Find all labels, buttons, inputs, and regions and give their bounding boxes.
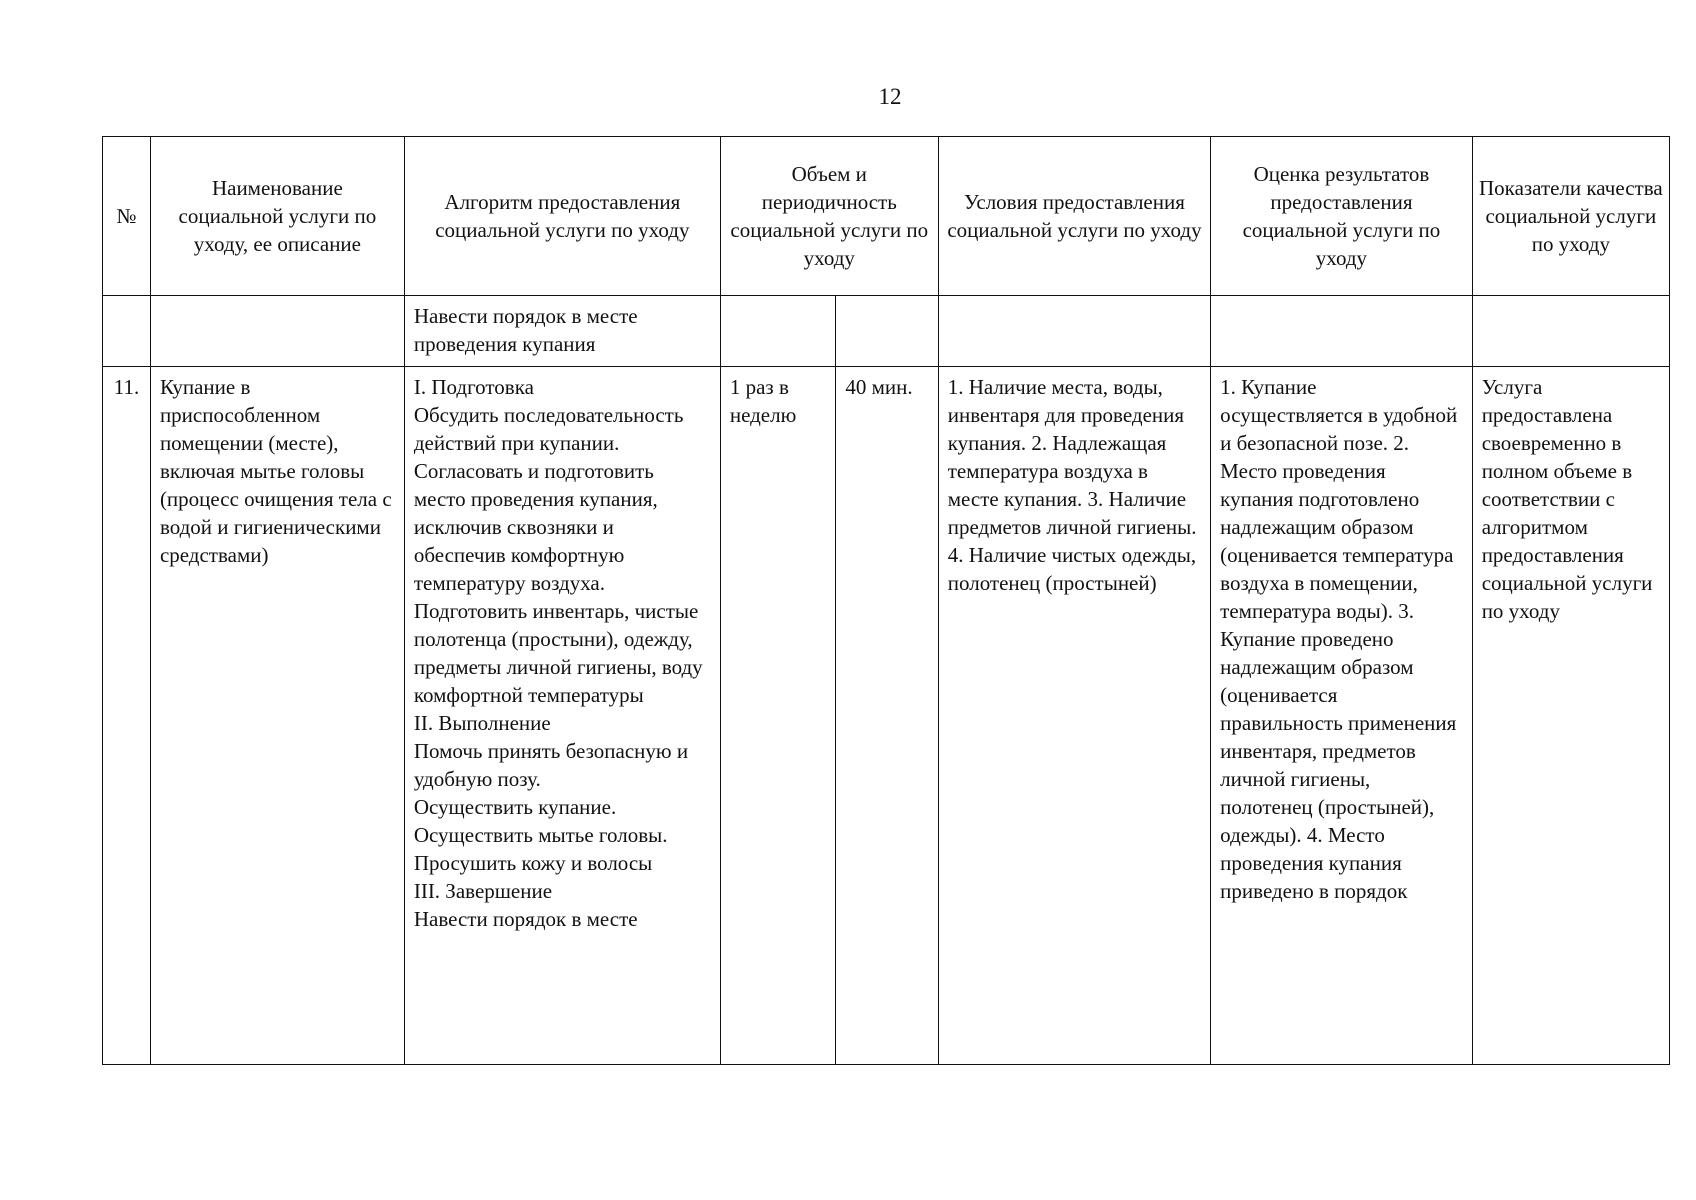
algorithm-step: Осуществить купание.	[413, 795, 617, 819]
cont-periodicity-cell	[720, 296, 836, 367]
table-row-11	[103, 367, 1670, 1065]
header-volume-periodicity: Объем и периодичность социальной услуги по уходу	[720, 137, 938, 296]
page-number: 12	[878, 84, 902, 109]
service-evaluation: 1. Купание осуществляется в удобной и безопасной позе. 2. Место проведения купания подготовлено надлежащим образом (оценивается температура воздуха в помещении, температура воды). 3. Купание проведено надлежащим образом (оценивается правильность применения инвентаря, предметов личной гигиены, полотенец (простыней), одежды). 4. Место проведения купания приведено в порядок	[1211, 367, 1473, 1065]
cont-quality-cell	[1472, 296, 1669, 367]
service-algorithm	[404, 367, 720, 1065]
service-quality: Услуга предоставлена своевременно в полном объеме в соответствии с алгоритмом предоставления социальной услуги по уходу	[1472, 367, 1669, 1065]
algorithm-step: I. Подготовка	[413, 375, 534, 399]
cont-conditions-cell	[938, 296, 1210, 367]
service-periodicity: 1 раз в неделю	[720, 367, 836, 1065]
algorithm-step: Навести порядок в месте	[413, 907, 638, 931]
header-number: №	[103, 137, 151, 296]
header-algorithm: Алгоритм предоставления социальной услуги по уходу	[404, 137, 720, 296]
cont-number-cell	[103, 296, 151, 367]
cont-volume-cell	[836, 296, 938, 367]
header-conditions: Условия предоставления социальной услуги по уходу	[938, 137, 1210, 296]
table-header-row	[103, 137, 1670, 296]
header-evaluation: Оценка результатов предоставления социальной услуги по уходу	[1211, 137, 1473, 296]
service-volume: 40 мин.	[836, 367, 938, 1065]
algorithm-step: Помочь принять безопасную и удобную позу.	[413, 739, 689, 791]
care-services-table	[102, 136, 1670, 1065]
cont-name-cell	[150, 296, 404, 367]
service-name: Купание в приспособленном помещении (месте), включая мытье головы (процесс очищения тела с водой и гигиеническими средствами)	[150, 367, 404, 1065]
algorithm-step: Просушить кожу и волосы	[413, 851, 653, 875]
service-conditions: 1. Наличие места, воды, инвентаря для проведения купания. 2. Надлежащая температура воздуха в месте купания. 3. Наличие предметов личной гигиены. 4. Наличие чистых одежды, полотенец (простыней)	[938, 367, 1210, 1065]
algorithm-step: Подготовить инвентарь, чистые полотенца (простыни), одежду, предметы личной гигиены, воду комфортной температуры	[413, 599, 703, 707]
row-number: 11.	[103, 367, 151, 1065]
algorithm-step: II. Выполнение	[413, 711, 551, 735]
algorithm-step: III. Завершение	[413, 879, 553, 903]
table-row-continuation	[103, 296, 1670, 367]
algorithm-step: Обсудить последовательность действий при купании.	[413, 403, 684, 455]
cont-evaluation-cell	[1211, 296, 1473, 367]
header-quality: Показатели качества социальной услуги по уходу	[1472, 137, 1669, 296]
header-service-name: Наименование социальной услуги по уходу, ее описание	[150, 137, 404, 296]
algorithm-step: Осуществить мытье головы.	[413, 823, 668, 847]
cont-algorithm-cell: Навести порядок в месте проведения купания	[404, 296, 720, 367]
algorithm-step: Согласовать и подготовить место проведения купания, исключив сквозняки и обеспечив комфортную температуру воздуха.	[413, 459, 658, 595]
